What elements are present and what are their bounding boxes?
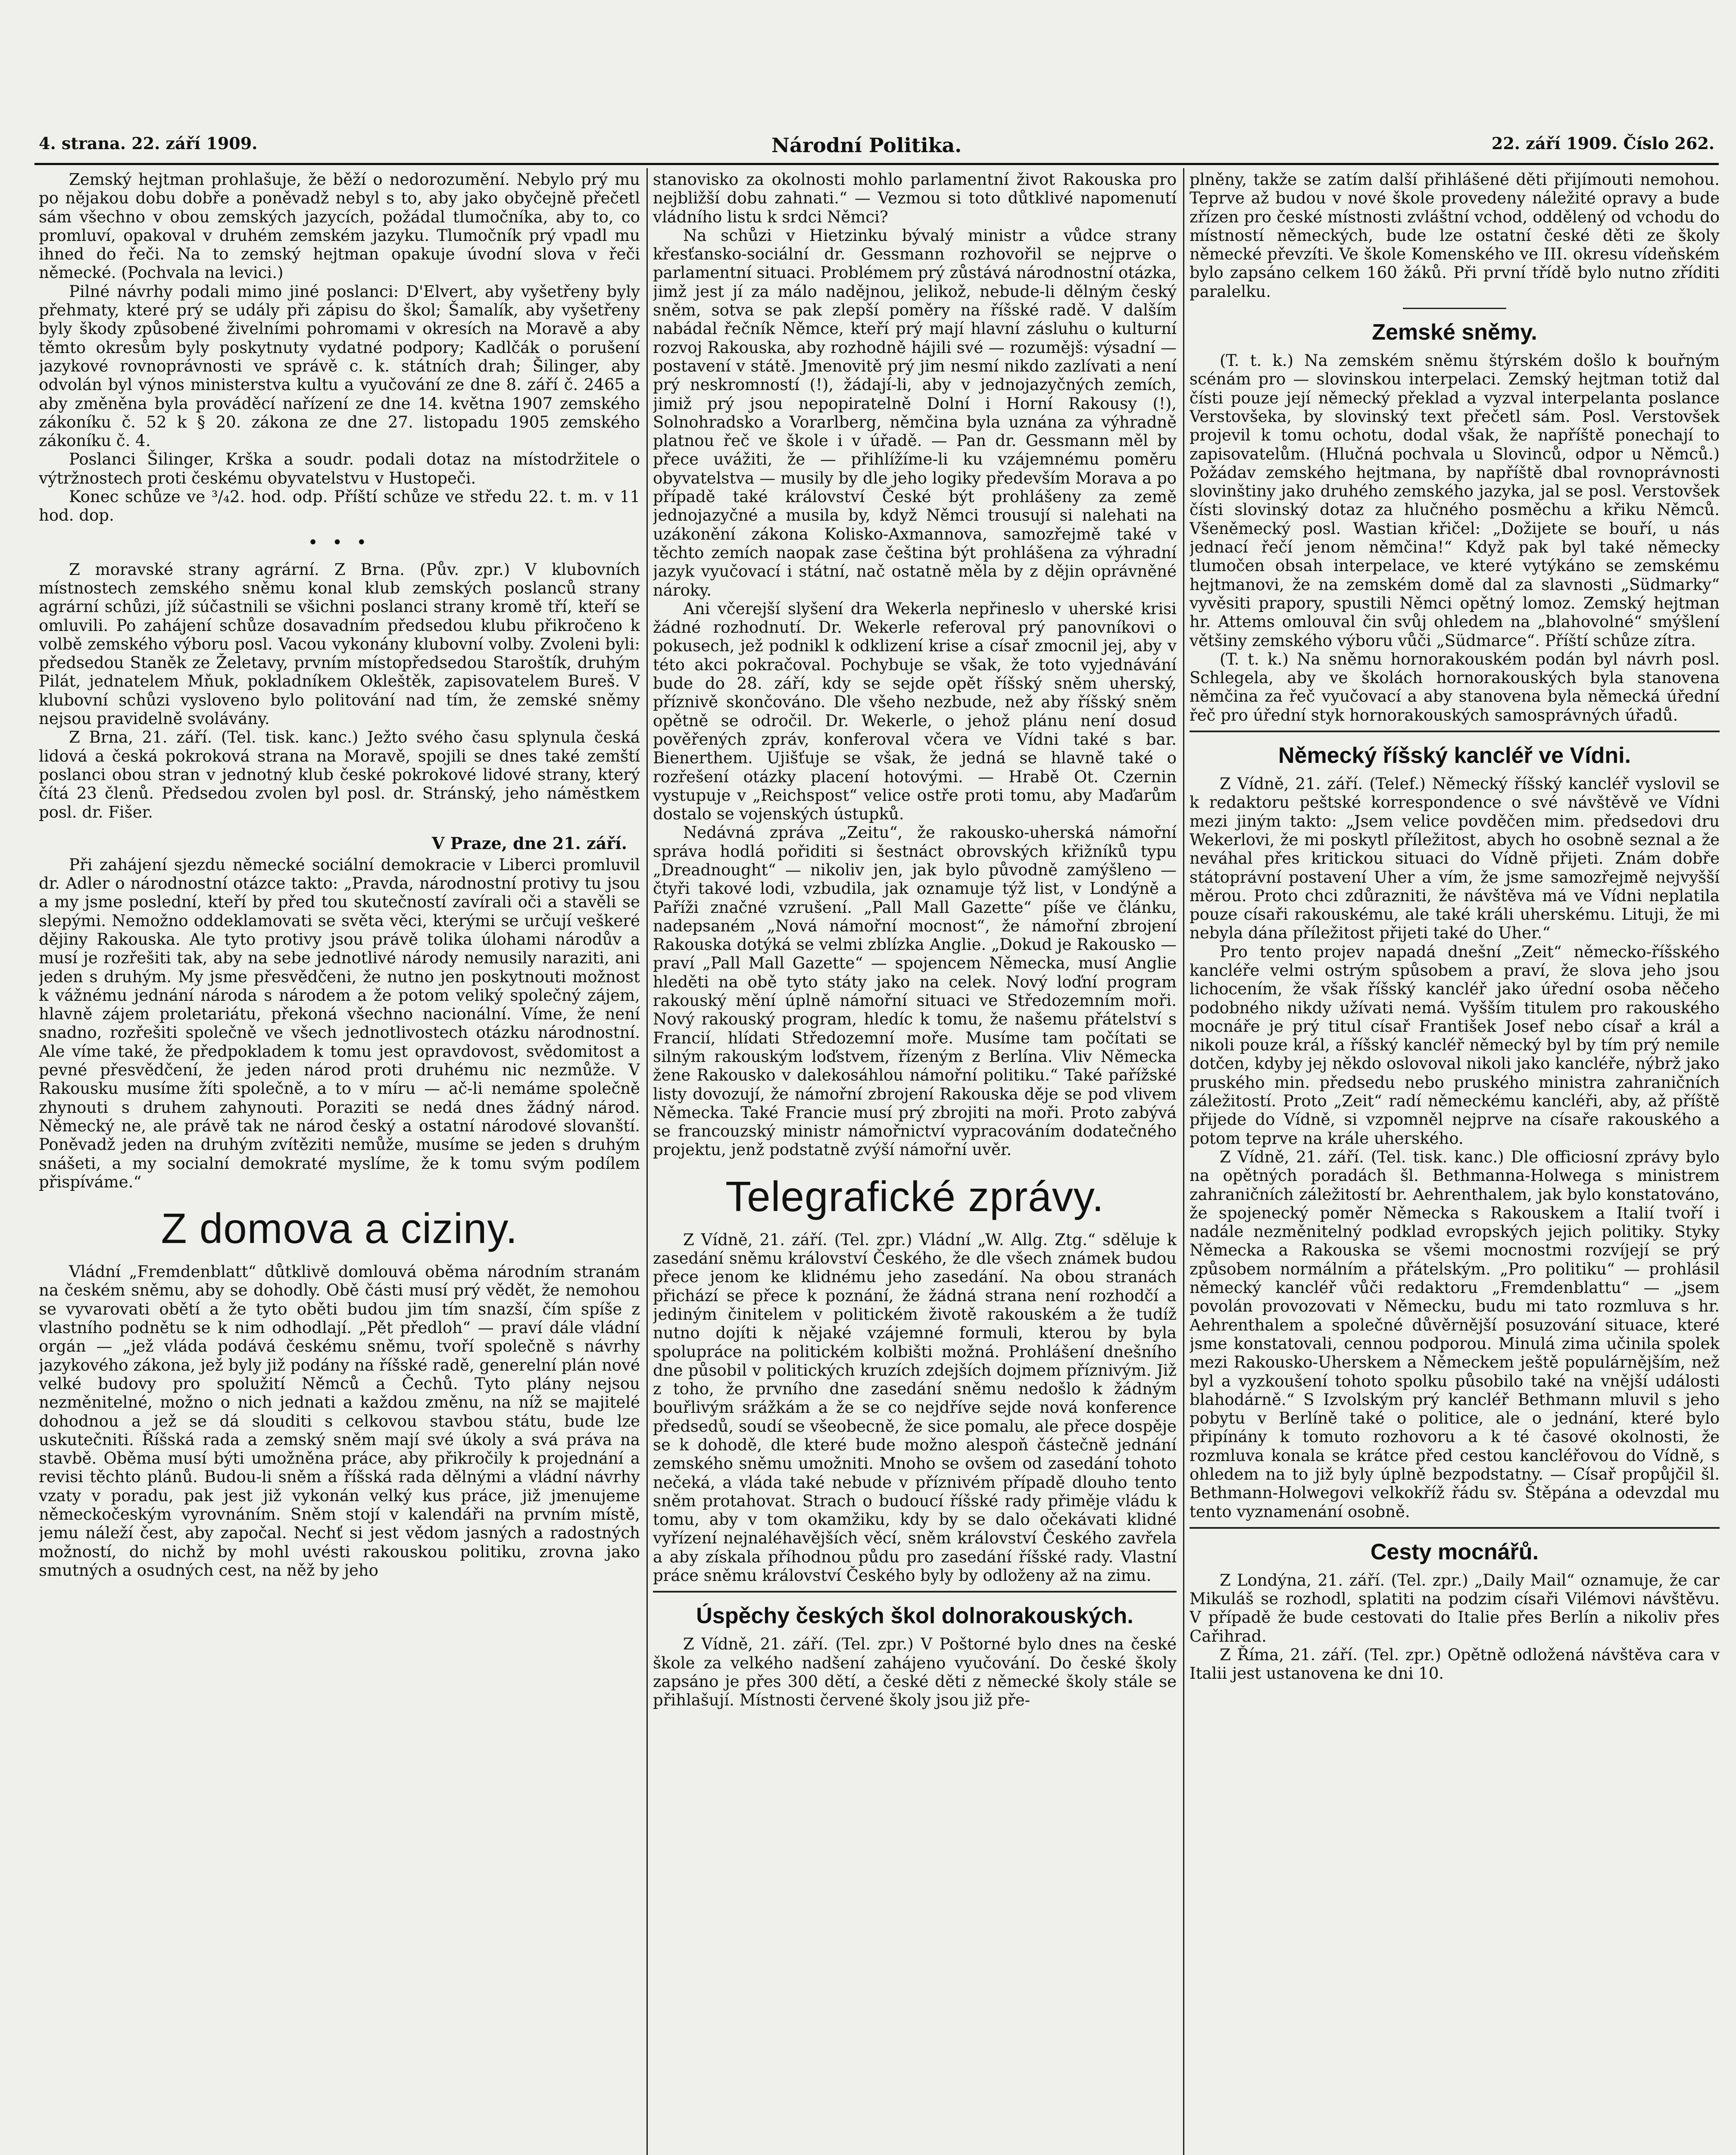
article-paragraph: Pro tento projev napadá dnešní „Zeit“ německo-říšského kancléře velmi ostrým spůsobem a praví, že slova jeho jsou lichocením, že však říšský kancléř jako úřední osoba něčeho podobného nikdy užívati nemá. Vyšším titulem pro rakouského mocnáře je prý titul císař František Josef nebo císař a král a nikoli pouze král, a říšský kancléř německý byl by tím prý nemile dotčen, kdyby jej někdo oslovoval nikoli jako kancléře, nýbrž jako pruského min. předsedu nebo pruského ministra zahraničních záležitostí. Proto „Zeit“ radí německému kancléři, aby, až příště přijede do Vídně, si vzpomněl nejprve na císaře rakouského a potom teprve na krále uherského. <box>1190 942 1720 1148</box>
article-paragraph: plněny, takže se zatím další přihlášené děti přijímouti nemohou. Teprve až budou v nové škole provedeny náležité opravy a bude zřízen pro české místnosti zvláštní vchod, oddělený od vchodu do místností německých, bude lze ostatní české děti ze školy německé převzíti. Ve škole Komenského ve III. okresu vídeňském bylo zapsáno celkem 160 žáků. Při první třídě bylo nutno zříditi paralelku. <box>1190 170 1720 301</box>
article-paragraph: Poslanci Šilinger, Krška a soudr. podali dotaz na místodržitele o výtržnostech proti českému obyvatelstvu v Hustopeči. <box>39 450 640 487</box>
rule <box>1190 1527 1720 1529</box>
article-paragraph: Nedávná zpráva „Zeitu“, že rakousko-uherská námořní správa hodlá pořiditi si šestnáct obrovských křižníků typu „Dreadnought“ — nikoliv jen, jak bylo původně zamýšleno — čtyři takové lodi, vzbudila, jak oznamuje týž list, v Londýně a Paříži značné vzrušení. „Pall Mall Gazette“ píše ve článku, nadepsaném „Nová námořní mocnost“, že námořní zbrojení Rakouska dotýká se velmi zblízka Anglie. „Dokud je Rakousko — praví „Pall Mall Gazette“ — spojencem Německa, musí Anglie hleděti na obě tyto státy jako na celek. Nový loďní program rakouský mění úplně námořní situaci ve Středozemním moři. Nový rakouský program, hledíc k tomu, že našemu přátelství s Francií, hlídati Středozemní moře. Musíme tam počítati se silným rakouským loďstvem, řízeným z Berlína. Vliv Německa žene Rakousko v dalekosáhlou námořní politiku.“ Také pařížské listy dovozují, že námořní zbrojení Rakouska děje se pod vlivem Německa. Také Francie musí prý zbrojiti na moři. Proto zabývá se francouzský ministr námořnictví vypracováním dodatečného projektu, jenž podstatně zvýší námořní uvěr. <box>653 823 1177 1159</box>
article-paragraph: Ani včerejší slyšení dra Wekerla nepřineslo v uherské krisi žádné rozhodnutí. Dr. Wekerle referoval prý panovníkovi o pokusech, jež podnikl k odklizení krise a císař zmocnil jej, aby v této akci pokračoval. Pochybuje se však, že toto vyjednávání bude do 28. září, kdy se sejde opět říšský sněm uherský, příznivě skončováno. Dle všeho nezbude, než aby říšský sněm opětně se odročil. Dr. Wekerle, o jehož plánu není dosud pověřených zpráv, konferoval včera ve Vídni také s bar. Bienerthem. Ujišťuje se však, že jedná se hlavně také o rozřešení otázky placení hotovými. — Hrabě Ot. Czernin vystupuje v „Reichspost“ velice ostře proti tomu, aby Maďarům dostalo se vojenských ústupků. <box>653 599 1177 824</box>
rule <box>1403 308 1506 309</box>
issue-number: 22. září 1909. Číslo 262. <box>1491 134 1714 153</box>
column-divider-1 <box>646 168 648 2155</box>
article-heading: Úspěchy českých škol dolnorakouských. <box>696 1603 1133 1629</box>
article-paragraph: Z Londýna, 21. září. (Tel. zpr.) „Daily Mail“ oznamuje, že car Mikuláš se rozhodl, splatiti na podzim císaři Vilémovi návštěvu. V případě že bude cestovati do Italie přes Berlín a nikoliv přes Cařihrad. <box>1190 1571 1720 1646</box>
article-paragraph: Z Vídně, 21. září. (Tel. tisk. kanc.) Dle officiosní zprávy bylo na opětných poradách šl. Bethmanna-Holwega s ministrem zahraničních záležitostí br. Aehrenthalem, jak bylo konstatováno, že spojenecký poměr Německa s Rakouskem a Italií tvoří i nadále nezměnitelný podklad evropských jejich politiky. Styky Německa a Rakouska se všemi mocnostmi rozvíjejí se prý způsobem normálním a přátelským. „Pro politiku“ — prohlásil německý kancléř vůči redaktoru „Fremdenblattu“ — „jsem povolán provozovati v Německu, budu mi tato rozmluva s hr. Aehrenthalem a společné důvěrnější posuzování situace, které jsme konstatovali, cennou podporou. Minulá zima učinila spolek mezi Rakousko-Uherskem a Německem ještě populárnějším, než byl a vyzkoušení tohoto spolku působilo také na vnější události blahodárně.“ S Izvolským prý kancléř Bethmann mluvil s jeho pobytu v Berlíně také o politice, ale o jednání, které bylo připínány k tomuto rozhovoru a k té časové okolnosti, že rozmluva konala se krátce před cestou kancléřovou do Vídně, s ohledem na to již byly úplně bezpodstatny. — Císař propůjčil šl. Bethmann-Holwegovi velkokříž řádu sv. Štěpána a odevzdal mu tento vyznamenání osobně. <box>1190 1147 1720 1521</box>
section-heading: Z domova a ciziny. <box>161 1205 518 1252</box>
column-3 <box>1190 170 1720 2155</box>
column-divider-2 <box>1183 168 1184 2155</box>
article-heading: Cesty mocnářů. <box>1370 1539 1539 1565</box>
article-paragraph: stanovisko za okolnosti mohlo parlamentní život Rakouska pro nejbližší dobu zahnati.“ — Vezmou si toto důtklivé napomenutí vládního listu k srdci Němci? <box>653 170 1177 226</box>
article-paragraph: Na schůzi v Hietzinku bývalý ministr a vůdce strany křesťansko-sociální dr. Gessmann rozhovořil se nejprve o parlamentní situaci. Problémem prý zůstává národnostní otázka, jimž jest jí za málo nadějnou, jelikož, nebude-li dělným český sněm, sotva se pak zlepší poměry na říšské radě. V dalším nabádal řečník Němce, kteří prý mají hlavní zásluhu o kulturní rozvoj Rakouska, aby rozhodně hájili své — rozumějš: výsadní — postavení v státě. Jmenovitě prý jim nesmí nikdo zazlívati a není prý neskromností (!), žádají-li, aby v jednojazyčných zemích, jimiž prý jsou nepopiratelně Dolní i Horní Rakousy (!), Solnohradsko a Vorarlberg, němčina byla uznána za výhradně platnou řeč ve škole i v úřadě. — Pan dr. Gessmann měl by přece uvážiti, že — přihlížíme-li ku vzájemnému poměru obyvatelstva — musily by dle jeho logiky především Morava a po případě také království České být prohlášeny za země jednojazyčné a musila by, když Němci trousují si nalehati na uzákonění zákona Kolisko-Axmannova, samozřejmě také v těchto zemích naopak zase čeština být prohlášena za výhradní jazyk vyučovací i státní, nač ostatně měla by z dějin oprávněné nároky. <box>653 226 1177 600</box>
article-paragraph: Z Vídně, 21. září. (Tel. zpr.) V Poštorné bylo dnes na české škole za velkého nadšení zahájeno vyučování. Do české školy zapsáno je přes 300 dětí, a české děti z německé školy stále se přihlašují. Místnosti červené školy jsou již pře- <box>653 1635 1177 1710</box>
article-heading: Zemské sněmy. <box>1372 320 1537 345</box>
page-number-date: 4. strana. 22. září 1909. <box>39 134 258 153</box>
article-paragraph: (T. t. k.) Na zemském sněmu štýrském došlo k bouřným scénám pro — slovinskou interpelaci. Zemský hejtman totiž dal čísti pouze její německý překlad a vyzval interpelanta poslance Verstovšeka, by slovinský text přečetl sám. Posl. Verstovšek projevil k tomu ochotu, dodal však, že napříště ponechají to zapisovatelům. (Hlučná pochvala u Slovinců, odpor u Němců.) Požádav zemského hejtmana, by napříště dbal rovnoprávnosti slovinštiny jako druhého zemského jazyka, jal se posl. Verstovšek čísti slovinský dotaz za hlučného posměchu a křiku Němců. Všeněmecký posl. Wastian křičel: „Dožijete se bouří, u nás jednací řečí jenom němčina!“ Když pak byl také německy tlumočen obsah interpelace, ve které vytýkáno se zemskému hejtmanovi, že na zemském domě dal za slavnosti „Südmarky“ vyvěsiti prapory, spustili Němci opětný lomoz. Zemský hejtman hr. Attems omlouval čin svůj ohledem na „blahovolné“ smýšlení většiny zemského výboru vůči „Südmarce“. Příští schůze zítra. <box>1190 351 1720 650</box>
page-header <box>0 129 1736 164</box>
article-paragraph: Z Říma, 21. září. (Tel. zpr.) Opětně odložená návštěva cara v Italii jest ustanovena ke dni 10. <box>1190 1646 1720 1683</box>
article-paragraph: (T. t. k.) Na sněmu hornorakouském podán byl návrh posl. Schlegela, aby ve školách hornorakouských byla stanovena němčina za řeč vyučovací a aby stanovena byla německá úřední řeč pro úřední styk hornorakouských samosprávných úřadů. <box>1190 650 1720 725</box>
article-paragraph: Z Vídně, 21. září. (Telef.) Německý říšský kancléř vyslovil se k redaktoru peštské korrespondence o své návštěvě ve Vídni mezi jiným takto: „Jsem velice povděčen mim. předsedovi dru Wekerlovi, že mi poskytl příležitost, abych ho osobně seznal a že neváhal přes kritickou situaci do Vídně přijeti. Znám dobře státoprávní postavení Uher a vím, že jsme samozřejmě nejvyšší měrou. Proto chci zdůrazniti, že návštěva má ve Vídni neplatila pouze císaři rakouskému, ale také králi uherskému. Lituji, že mi nebyla dána příležitost přijeti také do Uher.“ <box>1190 775 1720 943</box>
article-paragraph: Pilné návrhy podali mimo jiné poslanci: D'Elvert, aby vyšetřeny byly přehmaty, které prý se udály při zápisu do škol; Šamalík, aby vyšetřeny byly škody způsobené živelními pohromami v okresích na Moravě a aby těmto okresům byly poskytnuty vydatné podpory; Kadlčák o porušení jazykové rovnoprávnosti ve správě c. k. státních drah; Šilinger, aby odvolán byl výnos ministerstva kultu a vyučování ze dne 8. září č. 2465 a aby změněna byla prováděcí nařízení ze dne 14. května 1907 zemského zákoníku č. 52 k § 20. zákona ze dne 27. listopadu 1905 zemského zákoníku č. 4. <box>39 282 640 450</box>
article-paragraph: Zemský hejtman prohlašuje, že běží o nedorozumění. Nebylo prý mu po nějakou dobu dobře a poněvadž nebyl s to, aby jako obyčejně přečetl sám všechno v obou zemských jazycích, požádal tlumočníka, aby to, co promluví, opakoval v druhém zemském jazyku. Tlumočník prý vpadl mu ihned do řeči. Na to zemský hejtman opakuje úvodní slova v řeči německé. (Pochvala na levici.) <box>39 170 640 282</box>
column-2 <box>653 170 1177 2155</box>
article-paragraph: Vládní „Fremdenblatt“ důtklivě domlouvá oběma národním stranám na českém sněmu, aby se dohodly. Obě části musí prý vědět, že nemohou se vyvarovati obětí a že tyto oběti budou jim tím snazší, čím spíše z vlastního podnětu se k nim odhodlají. „Pět předloh“ — praví dále vládní orgán — „jež vláda podává českému sněmu, tvoří společně s návrhy jazykového zákona, jež byly již podány na říšské radě, generelní plán nové velké budovy pro spolužití Němců a Čechů. Tyto plány nejsou nezměnitelné, možno o nich jednati a každou změnu, na níž se majitelé dohodnou a jež se dá slouditi s celkovou stavbou státu, bude lze uskutečniti. Říšská rada a zemský sněm mají své úkoly a svá práva na stavbě. Oběma musí býti umožněna práce, aby přikročily k projednání a revisi těchto plánů. Budou-li sněm a říšská rada dělnými a vládní návrhy vzaty v poradu, pak jest již vykonán velký kus práce, již jmenujeme německočeským vyrovnáním. Sněm stojí v kalendáři na prvním místě, jemu náleží čest, aby započal. Nechť si jest vědom jasných a radostných možností, do nichž by mohl uvésti rakouskou politiku, zrovna jako smutných a osudných cest, na něž by jeho <box>39 1262 640 1580</box>
article-paragraph: Z Vídně, 21. září. (Tel. zpr.) Vládní „W. Allg. Ztg.“ sděluje k zasedání sněmu království Českého, že dle všech známek budou přece jenom ke klidnému jeho zasedání. Na obou stranách přichází se přece k poznání, že žádná strana není rozhodčí a jediným činitelem v politickém životě rakouském a že tudíž nutno dojíti k nějaké vzájemné formuli, kterou by byla spolupráce na politickém kolbišti možná. Prohlášení dnešního dne působil v politických kruzích zdejších dojmem příznivým. Již z toho, že prvního dne zasedání sněmu nedošlo k žádným bouřlivým srážkám a že se co nejdříve sejde nová konference předsedů, soudí se všeobecně, že sice pomalu, ale přece dospěje se k dohodě, dle které bude možno alespoň částečně jednání zemského sněmu umožniti. Mnoho se ovšem od zasedání tohoto nečeká, a vláda také nebude v příznivém případě dlouho tento sněm protahovat. Strach o budoucí říšské rady přiměje vládu k tomu, aby v tom okamžiku, kdy by se dalo očekávati klidné vyřízení nejnaléhavějších věcí, sněm království Českého zavřela a aby získala příhodnou půdu pro zasedání říšské rady. Vlastní práce sněmu království Českého byly by odloženy až na zimu. <box>653 1230 1177 1585</box>
masthead-title: Národní Politika. <box>771 134 962 157</box>
column-1 <box>39 170 640 2155</box>
rule <box>653 1591 1177 1593</box>
article-paragraph: Z Brna, 21. září. (Tel. tisk. kanc.) Ježto svého času splynula česká lidová a česká pokroková strana na Moravě, spojili se dnes také zemští poslanci obou stran v jednotný klub české pokrokové lidové strany, který čítá 23 členů. Předsedou zvolen byl posl. dr. Stránský, jeho náměstkem posl. dr. Fišer. <box>39 728 640 821</box>
header-rule <box>34 163 1719 165</box>
rule <box>1190 731 1720 732</box>
article-paragraph: Konec schůze ve ³/₄2. hod. odp. Příští schůze ve středu 22. t. m. v 11 hod. dop. <box>39 487 640 525</box>
separator-dots: • • • <box>308 532 371 553</box>
article-paragraph: Při zahájení sjezdu německé sociální demokracie v Liberci promluvil dr. Adler o národnostní otázce takto: „Pravda, národnostní protivy tu jsou a my jsme poslední, kteří by před tou skutečností zavírali oči a stavěli se slepými. Nemožno oddeklamovati se světa věci, kterými se určují veškeré dějiny Rakouska. Ale tyto protivy jsou právě tolika úlohami národův a musí je rozřešiti tak, aby na sebe jednotlivé národy nemusily naraziti, ani jeden s druhým. My jsme přesvědčeni, že nutno jen poskytnouti možnost k vážnému jednání národa s národem a že potom veliký společný zájem, hlavně zájem proletariátu, překoná všechno nacionální. Víme, že není snadno, rozřešiti společně ve všech jednotlivostech otázku národnostní. Ale víme také, že předpokladem k tomu jest opravdovost, svědomitost a pevné přesvědčení, že jeden národ proti druhému nic nezmůže. V Rakousku musíme žíti společně, a to v míru — ač-li nemáme společně zhynouti s druhem zahynouti. Poraziti se nedá dnes žádný národ. Německý ne, ale právě tak ne národ český a ostatní národové slovanští. Poněvadž jeden na druhým zvítěziti nemůže, musíme se jeden s druhým snášeti, a my socialní demokraté myslíme, že k tomu svým podílem přispíváme.“ <box>39 855 640 1191</box>
article-heading: Německý říšský kancléř ve Vídni. <box>1278 743 1631 768</box>
dateline: V Praze, dne 21. září. <box>432 833 627 853</box>
section-heading: Telegrafické zprávy. <box>725 1172 1104 1220</box>
article-paragraph: Z moravské strany agrární. Z Brna. (Pův. zpr.) V klubovních místnostech zemského sněmu konal klub zemských poslanců strany agrární schůzi, jíž súčastnili se všichni poslanci strany kromě tří, kteří se omluvili. Po zahájení schůze dosavadním předsedou klubu přikročeno k volbě zemského výboru posl. Vacou vykonány klubovní volby. Zvoleni byli: předsedou Staněk ze Želetavy, prvním místopředsedou Staroštík, druhým Pilát, jednatelem Mňuk, pokladníkem Okleštěk, zapisovatelem Bureš. V klubovní schůzi vysloveno bylo politování nad tím, že zemské sněmy nejsou pravidelně svolávány. <box>39 560 640 728</box>
